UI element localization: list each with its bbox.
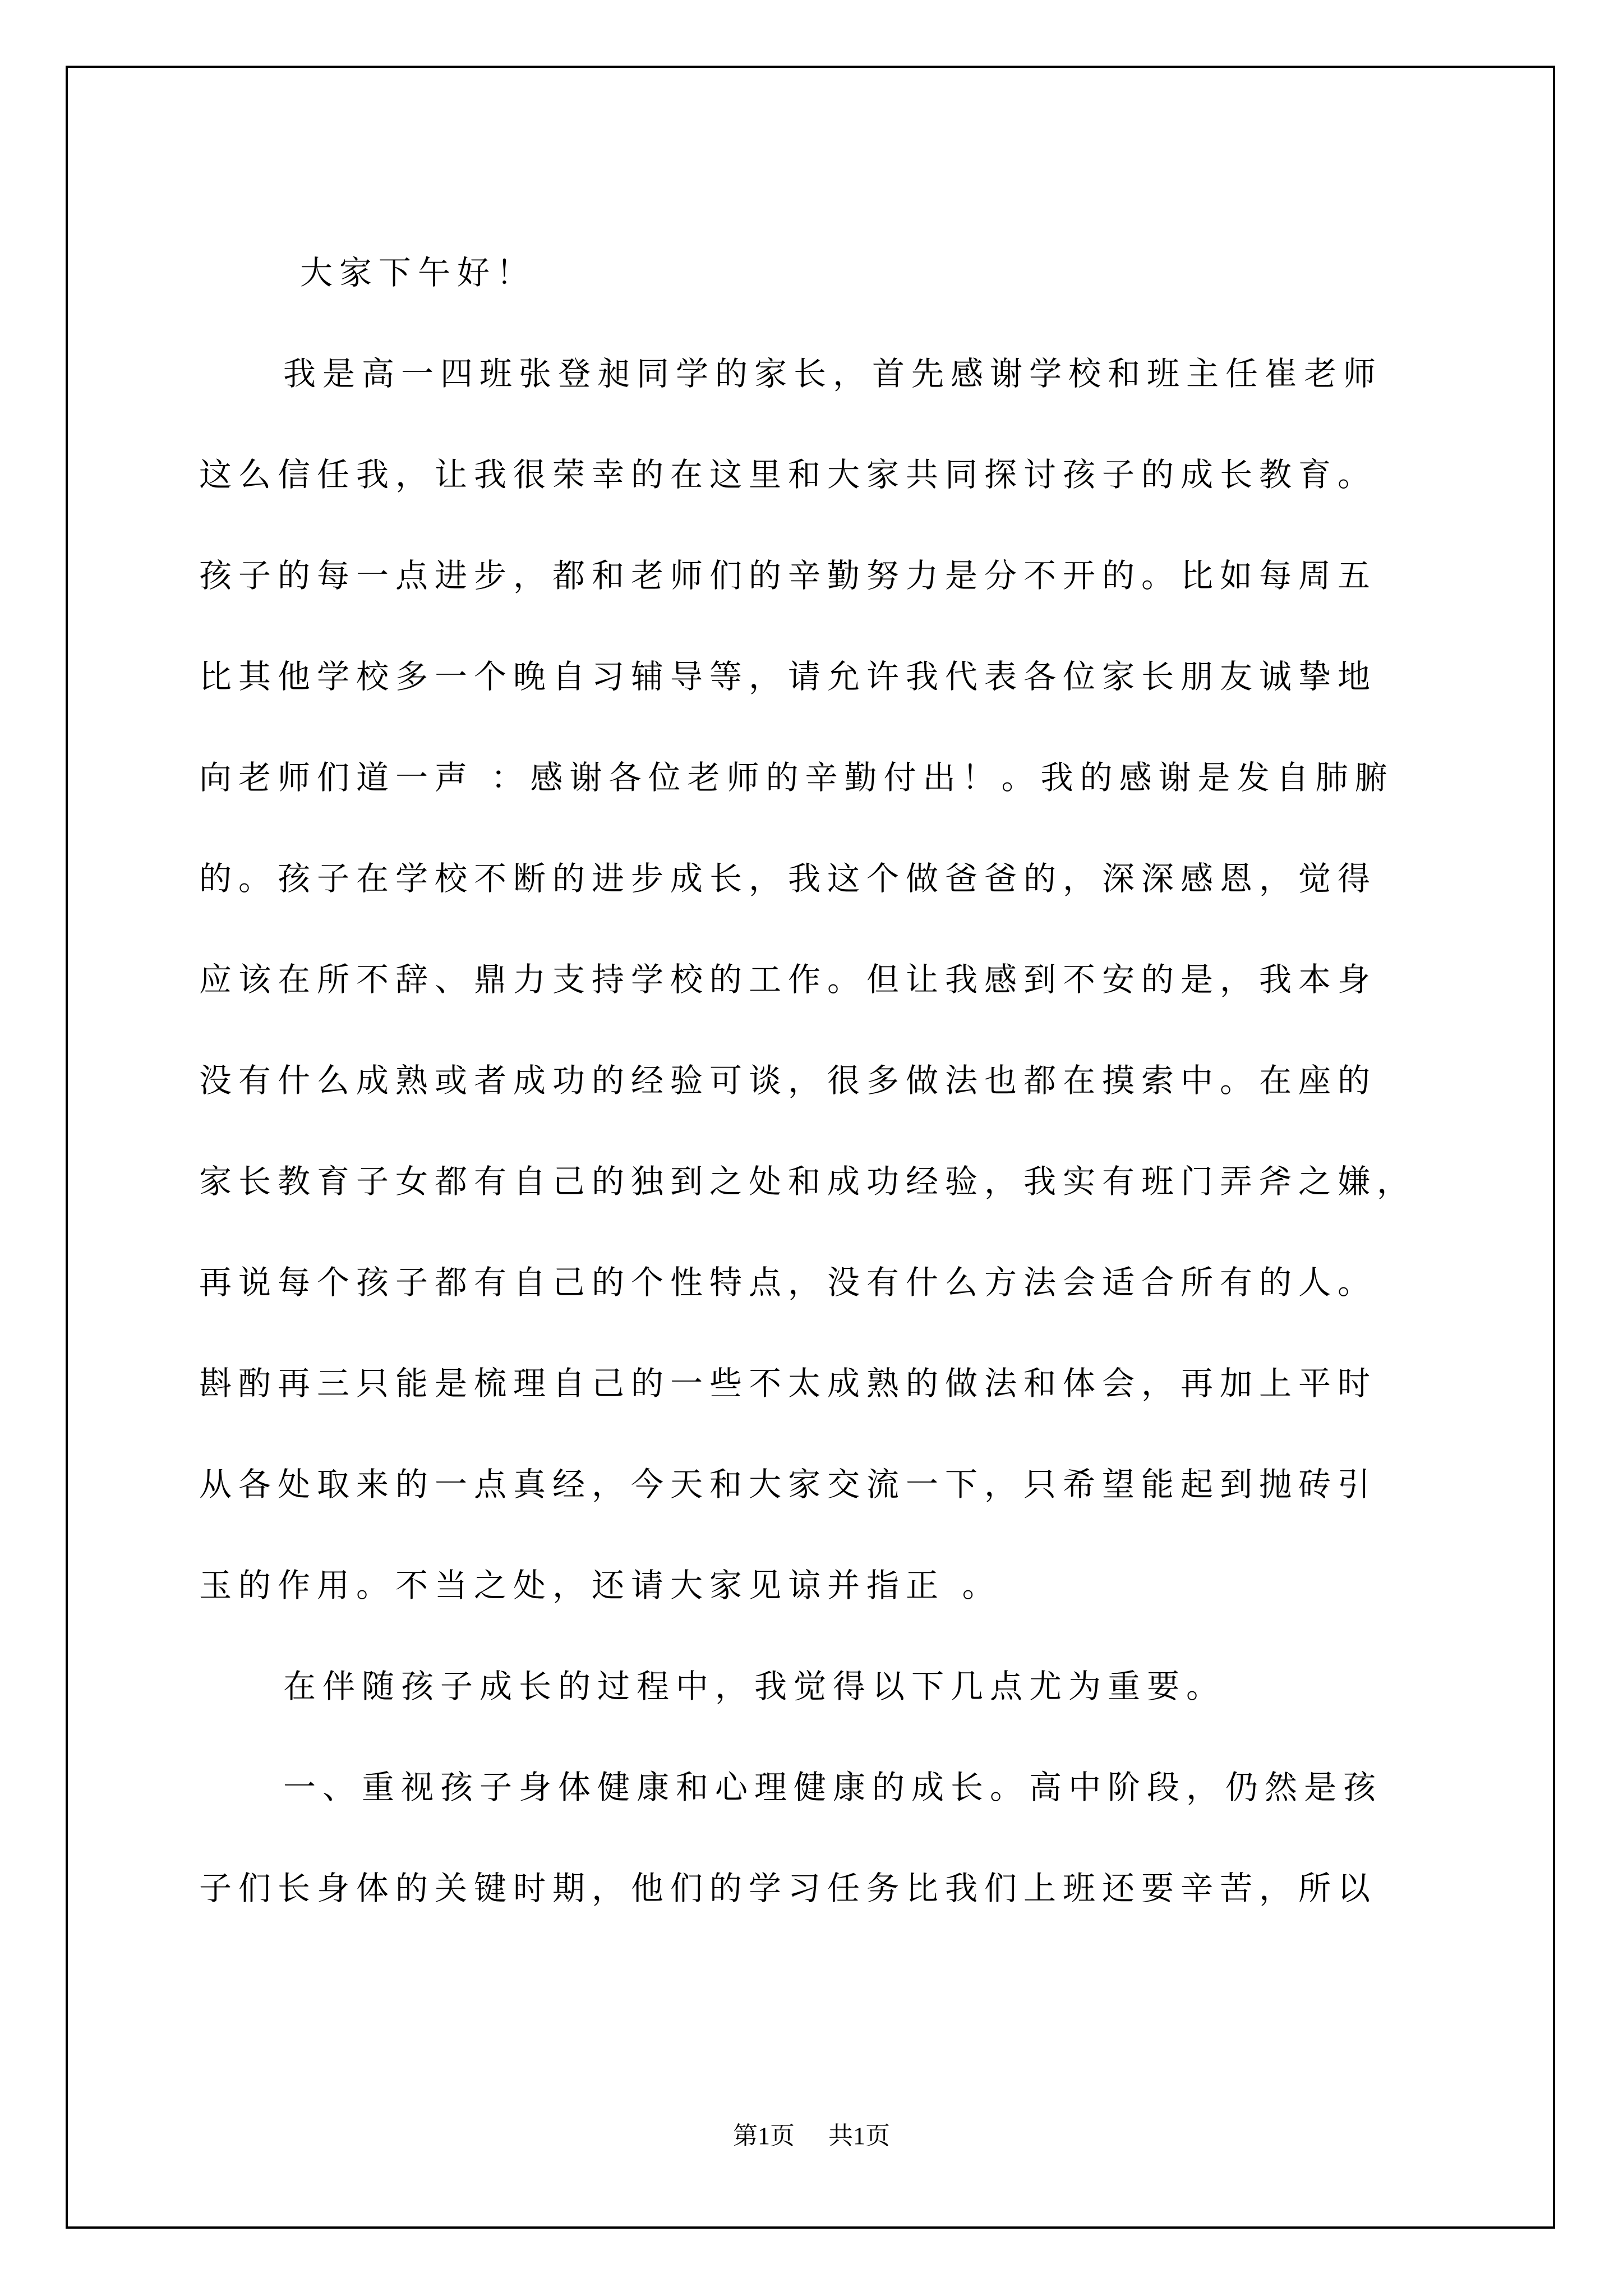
page-footer	[0, 2119, 1623, 2153]
salutation-line: 大家下午好！	[300, 254, 536, 292]
paragraph-line: 在伴随孩子成长的过程中，我觉得以下几点尤为重要。	[283, 1667, 1226, 1705]
page-number: 第1页	[733, 2122, 795, 2150]
document-body	[199, 222, 1447, 1939]
paragraph-line: 我是高一四班张登昶同学的家长，首先感谢学校和班主任崔老师	[283, 355, 1383, 393]
paragraph-line: 应该在所不辞、鼎力支持学校的工作。但让我感到不安的是，我本身	[199, 960, 1377, 999]
paragraph-line: 没有什么成熟或者成功的经验可谈，很多做法也都在摸索中。在座的	[199, 1061, 1377, 1099]
paragraph-line: 斟酌再三只能是梳理自己的一些不太成熟的做法和体会，再加上平时	[199, 1364, 1377, 1402]
paragraph-line: 这么信任我，让我很荣幸的在这里和大家共同探讨孩子的成长教育。	[199, 455, 1377, 494]
paragraph-line: 孩子的每一点进步，都和老师们的辛勤努力是分不开的。比如每周五	[199, 556, 1377, 595]
paragraph-line: 一、重视孩子身体健康和心理健康的成长。高中阶段，仍然是孩	[283, 1768, 1383, 1806]
paragraph-line: 子们长身体的关键时期，他们的学习任务比我们上班还要辛苦，所以	[199, 1869, 1377, 1907]
paragraph-line: 向老师们道一声 ：感谢各位老师的辛勤付出！。我的感谢是发自肺腑	[199, 758, 1394, 797]
paragraph-line: 从各处取来的一点真经，今天和大家交流一下，只希望能起到抛砖引	[199, 1465, 1377, 1503]
page-total: 共1页	[828, 2122, 890, 2150]
paragraph-line: 的。孩子在学校不断的进步成长，我这个做爸爸的，深深感恩，觉得	[199, 859, 1377, 898]
paragraph-line: 玉的作用。不当之处，还请大家见谅并指正 。	[199, 1566, 1002, 1604]
paragraph-line: 再说每个孩子都有自己的个性特点，没有什么方法会适合所有的人。	[199, 1263, 1377, 1301]
paragraph-line: 比其他学校多一个晚自习辅导等，请允许我代表各位家长朋友诚挚地	[199, 657, 1377, 696]
paragraph-line: 家长教育子女都有自己的独到之处和成功经验，我实有班门弄斧之嫌，	[199, 1162, 1417, 1200]
